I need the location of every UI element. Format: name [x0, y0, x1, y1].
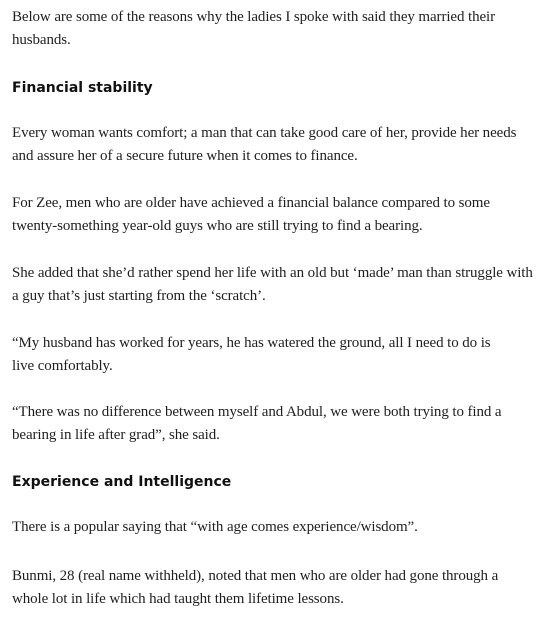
section-heading-experience-intelligence: Experience and Intelligence: [12, 474, 232, 490]
quote-paragraph: “There was no difference between myself and Abdul, we were both trying to find a bearing in life after grad”, she said.: [12, 404, 502, 443]
section-heading-financial-stability: Financial stability: [12, 80, 153, 96]
paragraph: Bunmi, 28 (real name withheld), noted that men who are older had gone through a whole lot in life which had taught them lifetime lessons.: [12, 568, 499, 607]
intro-paragraph: Below are some of the reasons why the ladies I spoke with said they married their husbands.: [12, 9, 496, 48]
quote-paragraph: “My husband has worked for years, he has watered the ground, all I need to do is live comfortably.: [12, 335, 491, 374]
paragraph: Every woman wants comfort; a man that can take good care of her, provide her needs and assure her of a secure future when it comes to finance.: [12, 125, 517, 164]
paragraph: For Zee, men who are older have achieved a financial balance compared to some twenty-something year-old guys who are still trying to find a bearing.: [12, 195, 490, 234]
paragraph: There is a popular saying that “with age comes experience/wisdom”.: [12, 519, 418, 535]
paragraph: She added that she’d rather spend her life with an old but ‘made’ man than struggle with a guy that’s just starting from the ‘scratch’.: [12, 265, 533, 304]
